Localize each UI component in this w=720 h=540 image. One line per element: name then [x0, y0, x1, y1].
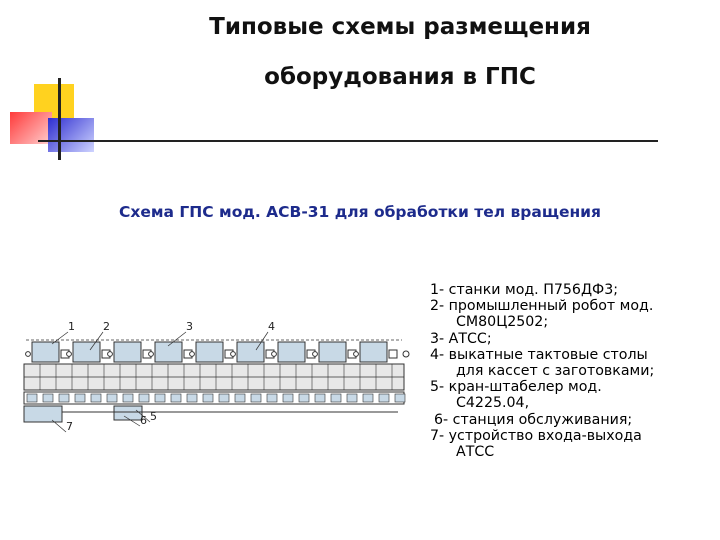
legend-item [430, 298, 715, 330]
legend-item [430, 347, 715, 379]
cassette-cell [267, 394, 277, 402]
cassette-cell [395, 394, 405, 402]
cassette-cell [379, 394, 389, 402]
cassette-cell [299, 394, 309, 402]
deco-horizontal-line [38, 140, 658, 142]
machine-block [360, 342, 387, 362]
machine-block [237, 342, 264, 362]
legend-item-continuation: для кассет с заготовками; [456, 363, 655, 380]
cassette-cell [251, 394, 261, 402]
legend-item-text: 5- кран-штабелер мод. [430, 379, 602, 396]
cassette-cell [27, 394, 37, 402]
page-title-line-1: Типовые схемы размещения [209, 14, 591, 40]
callout-label-7: 7 [66, 420, 73, 433]
callout-label-2: 2 [103, 320, 110, 333]
machine-row [26, 340, 409, 362]
cassette-cell [203, 394, 213, 402]
machine-block [196, 342, 223, 362]
robot-pivot [272, 352, 277, 357]
cassette-cell [283, 394, 293, 402]
machine-block [319, 342, 346, 362]
robot-pivot [149, 352, 154, 357]
legend-item-text: 2- промышленный робот мод. [430, 298, 654, 315]
cassette-cell [155, 394, 165, 402]
cassette-cell [91, 394, 101, 402]
legend-item [430, 412, 715, 428]
callout-leader-1 [52, 332, 68, 344]
legend-item [430, 428, 715, 460]
cassette-cell [331, 394, 341, 402]
legend-item-text: 1- станки мод. П756ДФ3; [430, 282, 619, 298]
legend-item-continuation: СМ80Ц2502; [456, 314, 549, 331]
legend-item-text: 4- выкатные тактовые столы [430, 346, 648, 363]
legend-item-text: 3- АТСС; [430, 330, 492, 347]
cassette-cell [219, 394, 229, 402]
cassette-cell [123, 394, 133, 402]
cassette-cell [363, 394, 373, 402]
rail-structure [24, 364, 405, 404]
machine-block [114, 342, 141, 362]
service-station [114, 406, 142, 420]
cassette-cell [235, 394, 245, 402]
cassette-cell [59, 394, 69, 402]
robot-pivot [354, 352, 359, 357]
robot-pivot [26, 352, 31, 357]
legend-item-continuation: С4225.04, [456, 395, 530, 412]
crane-stacker [24, 406, 398, 422]
cassette-cell [139, 394, 149, 402]
deco-blue-square [48, 118, 94, 152]
cassette-cell [75, 394, 85, 402]
entry-exit-device [24, 406, 62, 422]
machine-block [73, 342, 100, 362]
diagram-subtitle: Схема ГПС мод. АСВ-31 для обработки тел вращения [119, 203, 601, 221]
machine-block [32, 342, 59, 362]
legend-item [430, 282, 715, 298]
cassette-cell [107, 394, 117, 402]
legend-item-text: 6- станция обслуживания; [434, 411, 633, 428]
legend-list [430, 282, 715, 460]
callout-label-1: 1 [68, 320, 75, 333]
legend-item [430, 331, 715, 347]
robot-block [389, 350, 397, 358]
robot-pivot [108, 352, 113, 357]
machine-block [278, 342, 305, 362]
cassette-cell [315, 394, 325, 402]
fms-layout-diagram [18, 312, 418, 442]
deco-vertical-line [58, 78, 61, 160]
legend-item [430, 379, 715, 411]
callout-label-6: 6 [140, 414, 147, 427]
cassette-cell [43, 394, 53, 402]
cassette-cell [171, 394, 181, 402]
robot-pivot [313, 352, 318, 357]
machine-block [155, 342, 182, 362]
legend-item-text: 7- устройство входа-выхода [430, 427, 642, 444]
cassette-cell [347, 394, 357, 402]
callout-label-5: 5 [150, 410, 157, 423]
robot-pivot [231, 352, 236, 357]
callout-label-3: 3 [186, 320, 193, 333]
robot-pivot [67, 352, 72, 357]
end-station [403, 351, 409, 357]
callout-label-4: 4 [268, 320, 275, 333]
cassette-cell [187, 394, 197, 402]
legend-item-continuation: АТСС [456, 444, 495, 461]
page-title-line-2: оборудования в ГПС [264, 64, 536, 90]
robot-pivot [190, 352, 195, 357]
